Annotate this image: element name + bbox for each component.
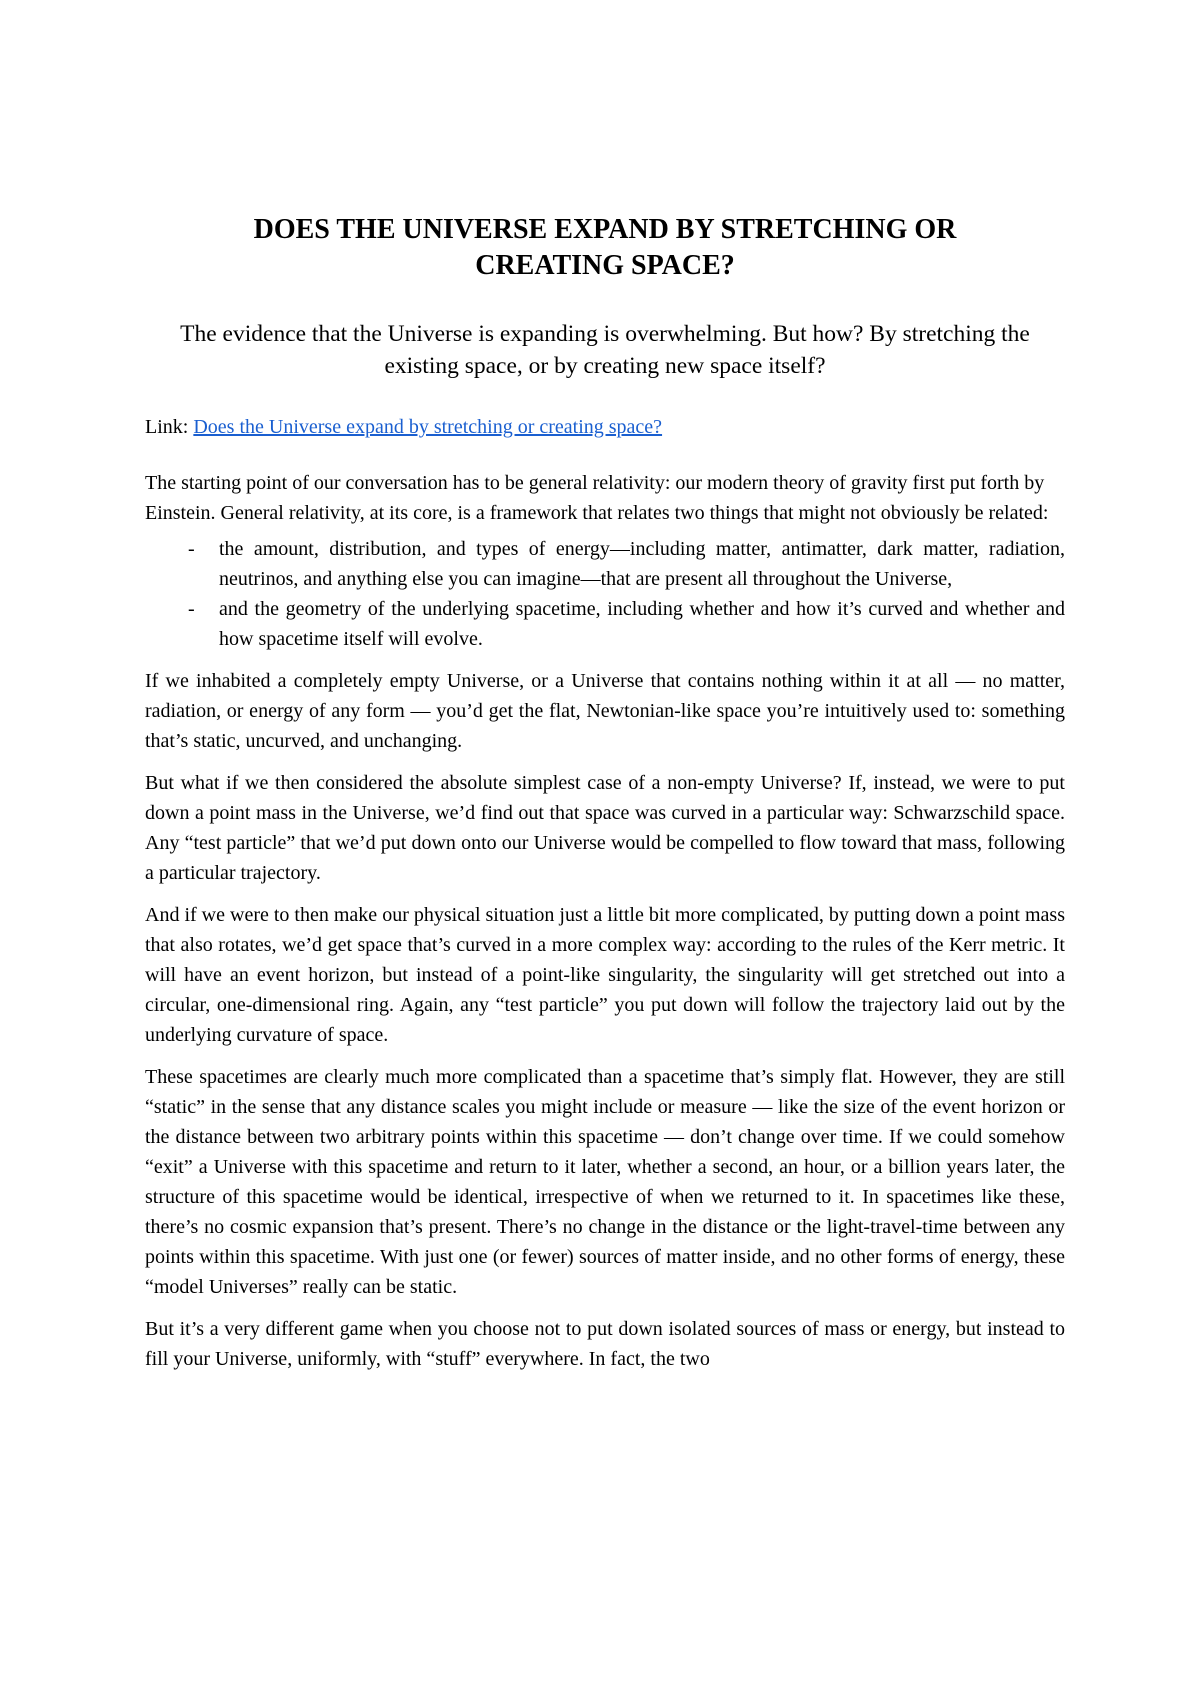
bullet-text: the amount, distribution, and types of energy—including matter, antimatter, dark matter, radiation, neutrinos, and anything else you can imagine—that are present all throughout the Universe,	[219, 538, 1065, 590]
body-paragraph: But what if we then considered the absolute simplest case of a non-empty Universe? If, instead, we were to put down a point mass in the Universe, we’d find out that space was curved in a particular way: Schwarzschild space. Any “test particle” that we’d put down onto our Universe would be compelled to flow toward that mass, following a particular trajectory.	[145, 772, 1065, 884]
source-link[interactable]: Does the Universe expand by stretching or creating space?	[193, 416, 663, 438]
document-title	[145, 212, 1065, 284]
list-item	[145, 594, 1065, 654]
document-subtitle: The evidence that the Universe is expanding is overwhelming. But how? By stretching the existing space, or by creating new space itself?	[180, 321, 1030, 379]
article-body	[145, 468, 1065, 1386]
bullet-marker: -	[188, 598, 195, 620]
body-paragraph: These spacetimes are clearly much more complicated than a spacetime that’s simply flat. However, they are still “static” in the sense that any distance scales you might include or measure — like the size of the event horizon or the distance between two arbitrary points within this spacetime — don’t change over time. If we could somehow “exit” a Universe with this spacetime and return to it later, whether a second, an hour, or a billion years later, the structure of this spacetime would be identical, irrespective of when we returned to it. In spacetimes like these, there’s no cosmic expansion that’s present. There’s no change in the distance or the light-travel-time between any points within this spacetime. With just one (or fewer) sources of matter inside, and no other forms of energy, these “model Universes” really can be static.	[145, 1066, 1065, 1298]
title-line-2: CREATING SPACE?	[475, 250, 735, 281]
bullet-list	[145, 534, 1065, 654]
link-label: Link:	[145, 416, 194, 438]
bullet-text: and the geometry of the underlying spacetime, including whether and how it’s curved and whether and how spacetime itself will evolve.	[219, 598, 1065, 650]
bullet-marker: -	[188, 538, 195, 560]
list-item	[145, 534, 1065, 594]
title-line-1: DOES THE UNIVERSE EXPAND BY STRETCHING OR	[253, 214, 957, 245]
body-paragraph: And if we were to then make our physical situation just a little bit more complicated, by putting down a point mass that also rotates, we’d get space that’s curved in a more complex way: according to the rules of the Kerr metric. It will have an event horizon, but instead of a point-like singularity, the singularity will get stretched out into a circular, one-dimensional ring. Again, any “test particle” you put down will follow the trajectory laid out by the underlying curvature of space.	[145, 904, 1065, 1046]
body-paragraph: But it’s a very different game when you choose not to put down isolated sources of mass or energy, but instead to fill your Universe, uniformly, with “stuff” everywhere. In fact, the two	[145, 1318, 1065, 1370]
source-link-line	[145, 413, 1065, 441]
body-paragraph: If we inhabited a completely empty Universe, or a Universe that contains nothing within it at all — no matter, radiation, or energy of any form — you’d get the flat, Newtonian-like space you’re intuitively used to: something that’s static, uncurved, and unchanging.	[145, 670, 1065, 752]
intro-paragraph: The starting point of our conversation has to be general relativity: our modern theory of gravity first put forth by Einstein. General relativity, at its core, is a framework that relates two things that might not obviously be related:	[145, 472, 1049, 524]
